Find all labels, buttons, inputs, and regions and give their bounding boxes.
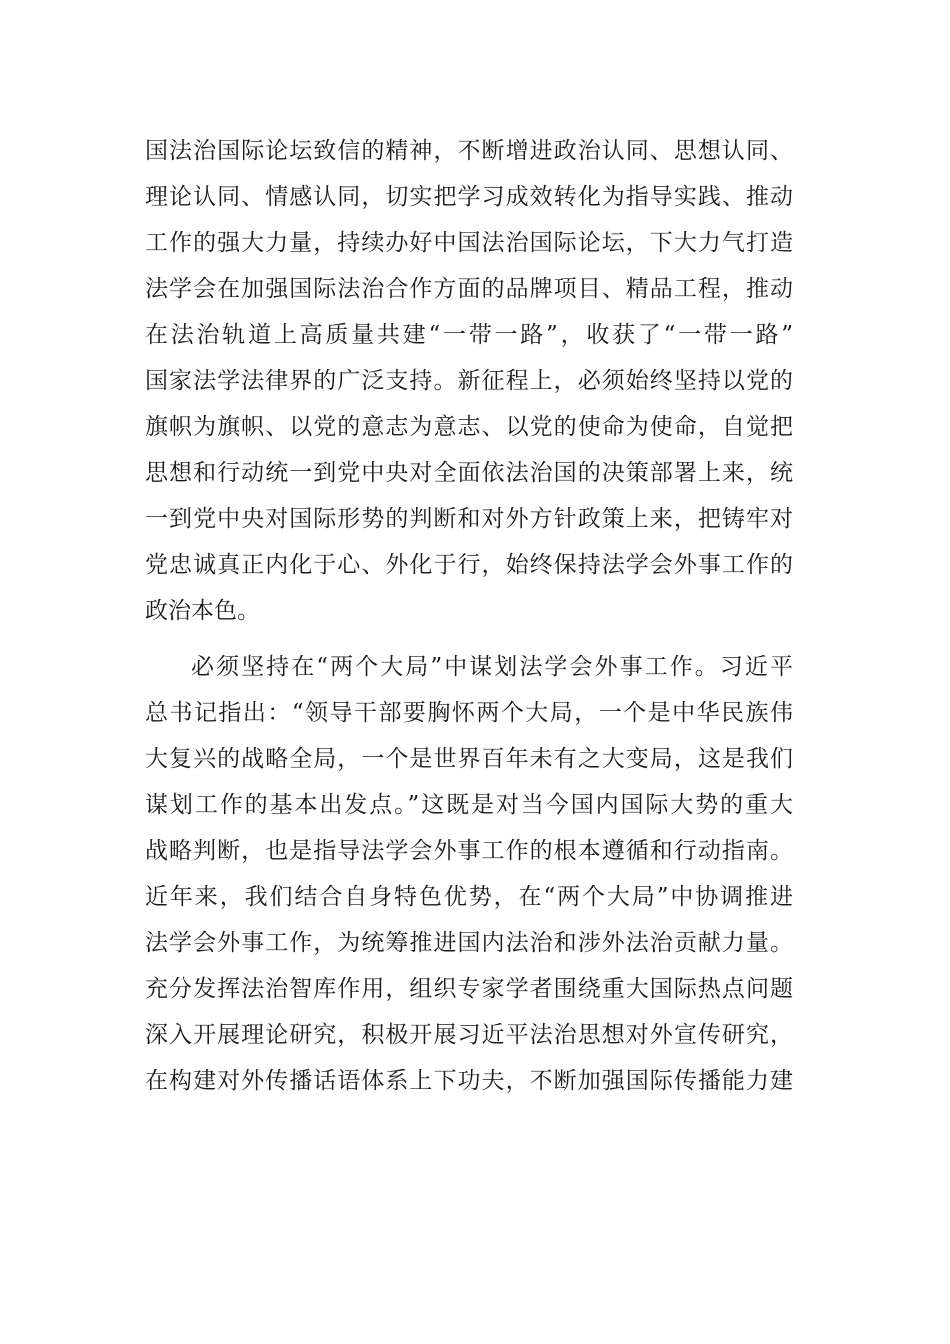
text-line: 谋划工作的基本出发点。”这既是对当今国内国际大势的重大: [145, 792, 793, 818]
text-line: 在法治轨道上高质量共建“一带一路”，收获了“一带一路”: [145, 322, 793, 348]
text-line: 必须坚持在“两个大局”中谋划法学会外事工作。习近平: [191, 654, 793, 680]
text-line: 深入开展理论研究，积极开展习近平法治思想对外宣传研究，: [145, 1022, 793, 1048]
document-body: [145, 128, 793, 1104]
text-line: 党忠诚真正内化于心、外化于行，始终保持法学会外事工作的: [145, 552, 793, 578]
text-line: 大复兴的战略全局，一个是世界百年未有之大变局，这是我们: [145, 746, 793, 772]
text-line: 法学会外事工作，为统筹推进国内法治和涉外法治贡献力量。: [145, 930, 793, 956]
text-line: 旗帜为旗帜、以党的意志为意志、以党的使命为使命，自觉把: [145, 414, 793, 440]
text-line: 战略判断，也是指导法学会外事工作的根本遵循和行动指南。: [145, 838, 793, 864]
text-line: 理论认同、情感认同，切实把学习成效转化为指导实践、推动: [145, 184, 793, 210]
text-line: 一到党中央对国际形势的判断和对外方针政策上来，把铸牢对: [145, 506, 793, 532]
text-line: 政治本色。: [145, 598, 260, 624]
text-line: 总书记指出：“领导干部要胸怀两个大局，一个是中华民族伟: [145, 700, 793, 726]
paragraph-2: [145, 644, 793, 1104]
text-line: 国家法学法律界的广泛支持。新征程上，必须始终坚持以党的: [145, 368, 793, 394]
text-line: 近年来，我们结合自身特色优势，在“两个大局”中协调推进: [145, 884, 793, 910]
text-line: 在构建对外传播话语体系上下功夫，不断加强国际传播能力建: [145, 1068, 793, 1094]
text-line: 思想和行动统一到党中央对全面依法治国的决策部署上来，统: [145, 460, 793, 486]
paragraph-1: [145, 128, 793, 634]
text-line: 法学会在加强国际法治合作方面的品牌项目、精品工程，推动: [145, 276, 793, 302]
text-line: 工作的强大力量，持续办好中国法治国际论坛，下大力气打造: [145, 230, 793, 256]
text-line: 国法治国际论坛致信的精神，不断增进政治认同、思想认同、: [145, 138, 793, 164]
paragraph-spacer: [145, 634, 793, 644]
text-line: 充分发挥法治智库作用，组织专家学者围绕重大国际热点问题: [145, 976, 793, 1002]
